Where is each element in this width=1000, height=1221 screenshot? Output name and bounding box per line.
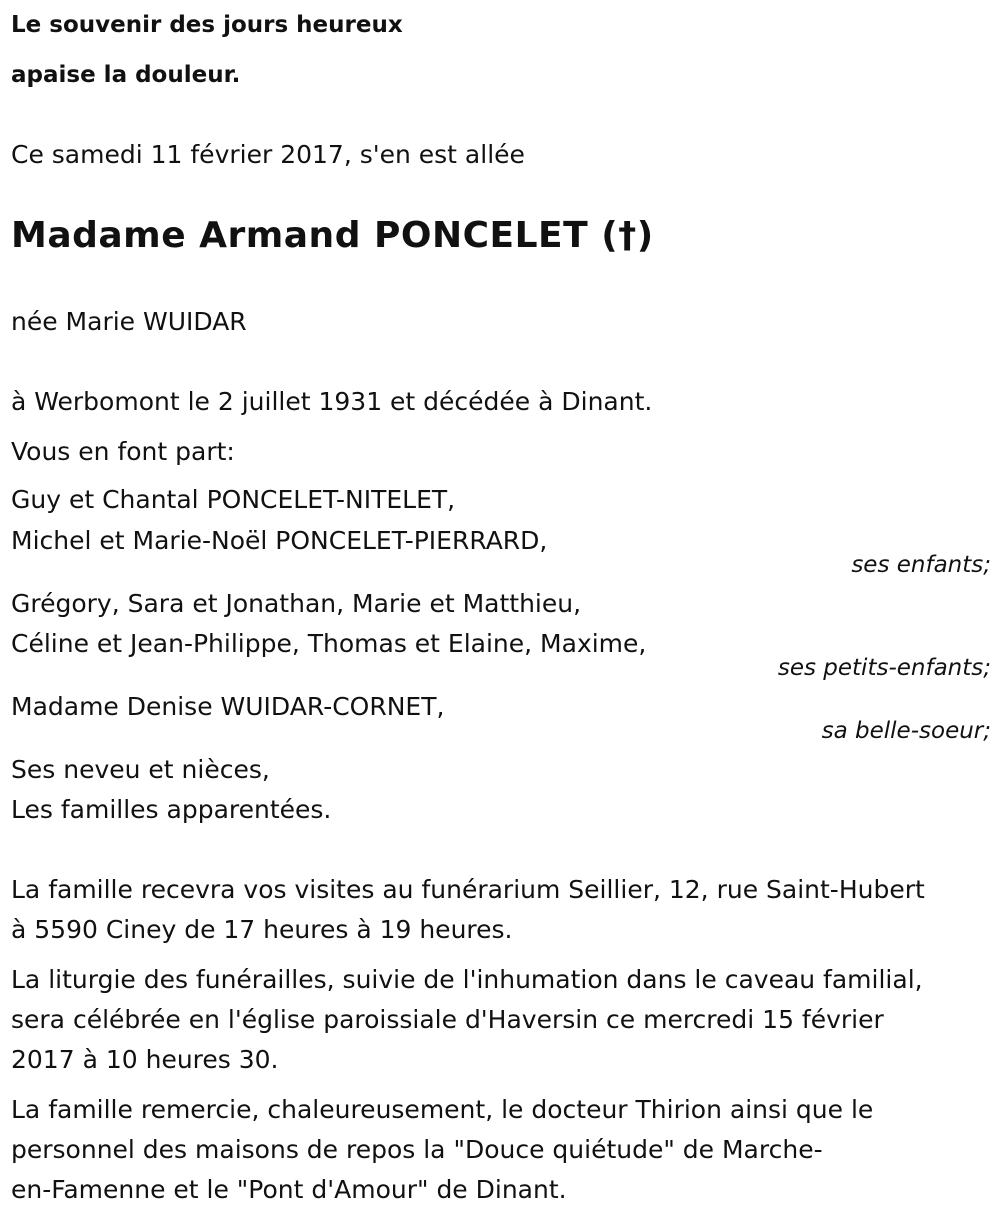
motto-line-2: apaise la douleur. xyxy=(11,62,241,88)
intro-text: Vous en font part: xyxy=(11,437,235,466)
others-line-2: Les familles apparentées. xyxy=(11,795,332,824)
thanks-line-1: La famille remercie, chaleureusement, le docteur Thirion ainsi que le xyxy=(11,1095,874,1124)
thanks-line-3: en-Famenne et le "Pont d'Amour" de Dinant. xyxy=(11,1175,567,1204)
others-line-1: Ses neveu et nièces, xyxy=(11,755,270,784)
birth-death-text: à Werbomont le 2 juillet 1931 et décédée à Dinant. xyxy=(11,387,653,416)
visits-line-2: à 5590 Ciney de 17 heures à 19 heures. xyxy=(11,915,513,944)
deceased-name: Madame Armand PONCELET (†) xyxy=(11,215,654,256)
maiden-name: née Marie WUIDAR xyxy=(11,307,247,336)
grandchildren-line-2: Céline et Jean-Philippe, Thomas et Elaine, Maxime, xyxy=(11,629,647,658)
funeral-line-3: 2017 à 10 heures 30. xyxy=(11,1045,279,1074)
sister-in-law-line: Madame Denise WUIDAR-CORNET, xyxy=(11,692,445,721)
thanks-line-2: personnel des maisons de repos la "Douce quiétude" de Marche- xyxy=(11,1135,823,1164)
announcement-text: Ce samedi 11 février 2017, s'en est allée xyxy=(11,140,525,169)
motto-line-1: Le souvenir des jours heureux xyxy=(11,12,403,38)
relation-grandchildren: ses petits-enfants; xyxy=(777,655,991,681)
grandchildren-line-1: Grégory, Sara et Jonathan, Marie et Matthieu, xyxy=(11,589,582,618)
children-line-2: Michel et Marie-Noël PONCELET-PIERRARD, xyxy=(11,526,548,555)
relation-sister-in-law: sa belle-soeur; xyxy=(821,718,991,744)
relation-children: ses enfants; xyxy=(851,552,991,578)
children-line-1: Guy et Chantal PONCELET-NITELET, xyxy=(11,485,456,514)
funeral-line-1: La liturgie des funérailles, suivie de l'inhumation dans le caveau familial, xyxy=(11,965,923,994)
funeral-line-2: sera célébrée en l'église paroissiale d'Haversin ce mercredi 15 février xyxy=(11,1005,884,1034)
visits-line-1: La famille recevra vos visites au funérarium Seillier, 12, rue Saint-Hubert xyxy=(11,875,925,904)
